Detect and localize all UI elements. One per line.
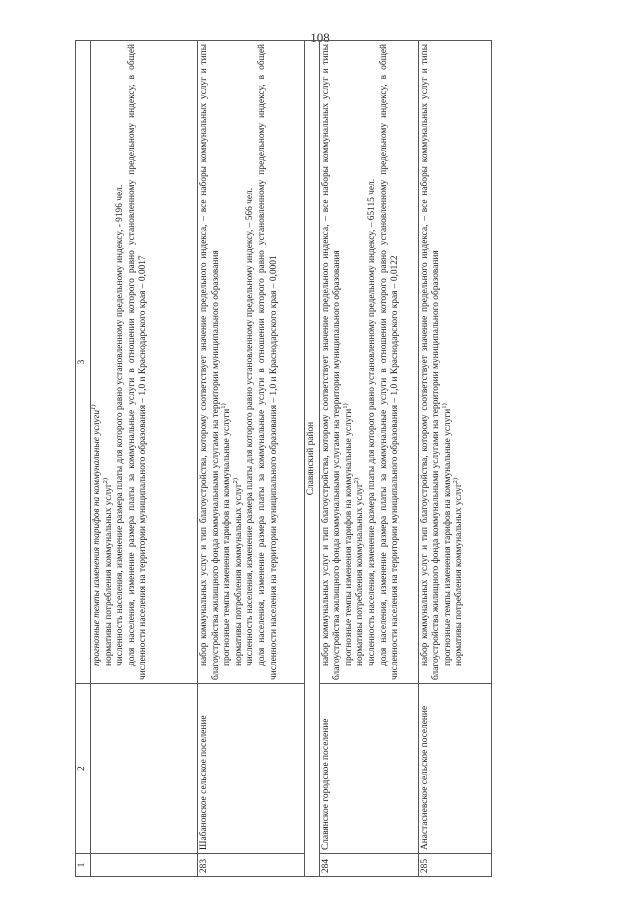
table-row-285 — [418, 41, 491, 877]
row-283-paragraph-3: нормативы потребления коммунальных услуг$^{2)}$ — [231, 477, 244, 666]
row-285-paragraph-3: нормативы потребления коммунальных услуг$^{2)}$ — [452, 477, 465, 666]
row-number-cell: 283 — [198, 854, 305, 877]
row-285-paragraph-2: прогнозные темпы изменения тарифов на коммунальные услуги$^{1)}$ — [440, 403, 453, 666]
row-284-paragraph-4: численность населения, изменение размера платы для которого равно установленному предельному индексу, – 65115 чел. — [366, 178, 377, 666]
district-header-row — [305, 41, 320, 877]
row-name-cell — [91, 684, 198, 854]
row-description-cell — [198, 41, 305, 684]
continuation-line-2: нормативы потребления коммунальных услуг$^{2)}$ — [101, 477, 114, 666]
row-number-cell: 285 — [418, 854, 491, 877]
document-table — [75, 40, 492, 877]
header-cell-1: 1 — [76, 854, 91, 877]
row-284-paragraph-3: нормативы потребления коммунальных услуг$^{2)}$ — [353, 477, 366, 666]
row-283-paragraph-2: прогнозные темпы изменения тарифов на коммунальные услуги$^{1)}$ — [220, 403, 233, 666]
row-283-paragraph-1: набор коммунальных услуг и тип благоустройства, которому соответствует значение предельного индекса, – все наборы коммунальных услуг и типы благоустройства жилищного фонда коммунальными услугами на территории муниципального образования — [199, 44, 221, 680]
row-name-cell: Славянское городское поселение — [319, 684, 418, 854]
continuation-line-1: прогнозные темпы изменения тарифов на коммунальные услуги$^{1)}$ — [89, 404, 102, 666]
row-283-paragraph-4: численность населения, изменение размера платы для которого равно установленному предельному индексу, – 566 чел. — [245, 187, 256, 666]
row-description-cell — [91, 41, 198, 684]
table-header-row — [76, 41, 91, 877]
table-row-284 — [319, 41, 418, 877]
continuation-line-4: доля населения, изменение размера платы за коммунальные услуги в отношении которого равно установленному предельному индексу, в общей численности населения на территории муниципального образования – 1,0 и Краснодарского края – 0,0017 — [126, 44, 149, 680]
page-number: 108 — [310, 30, 330, 45]
row-284-paragraph-2: прогнозные темпы изменения тарифов на коммунальные услуги$^{1)}$ — [341, 403, 354, 666]
district-title: Славянский район — [305, 41, 320, 877]
header-cell-2: 2 — [76, 684, 91, 854]
row-name-cell: Шабановское сельское поселение — [198, 684, 305, 854]
row-number-cell: 284 — [319, 854, 418, 877]
row-284-paragraph-5: доля населения, изменение размера платы за коммунальные услуги в отношении которого равно установленному предельному индексу, в общей численности населения на территории муниципального образования – 1,0 и Краснодарского края – 0,0122 — [378, 44, 401, 680]
table-row-283 — [198, 41, 305, 877]
row-283-paragraph-5: доля населения, изменение размера платы за коммунальные услуги в отношении которого равно установленному предельному индексу, в общей численности населения на территории муниципального образования – 1,0 и Краснодарского края – 0,0001 — [256, 44, 279, 680]
row-name-cell: Анастасиевское сельское поселение — [418, 684, 491, 854]
table-row-continuation — [91, 41, 198, 877]
continuation-line-3: численность населения, изменение размера платы для которого равно установленному предельному индексу, - 9196 чел. — [115, 184, 126, 666]
row-284-paragraph-1: набор коммунальных услуг и тип благоустройства, которому соответствует значение предельного индекса, – все наборы коммунальных услуг и типы благоустройства жилищного фонда коммунальными услугами на территории муниципального образования — [320, 44, 343, 680]
row-285-paragraph-1: набор коммунальных услуг и тип благоустройства, которому соответствует значение предельного индекса, – все наборы коммунальных услуг и типы благоустройства жилищного фонда коммунальными услугами на территории муниципального образования — [419, 44, 442, 680]
rotated-table-sheet — [75, 41, 557, 877]
row-description-cell — [418, 41, 491, 684]
header-cell-3: 3 — [76, 41, 91, 684]
row-number-cell — [91, 854, 198, 877]
row-description-cell — [319, 41, 418, 684]
